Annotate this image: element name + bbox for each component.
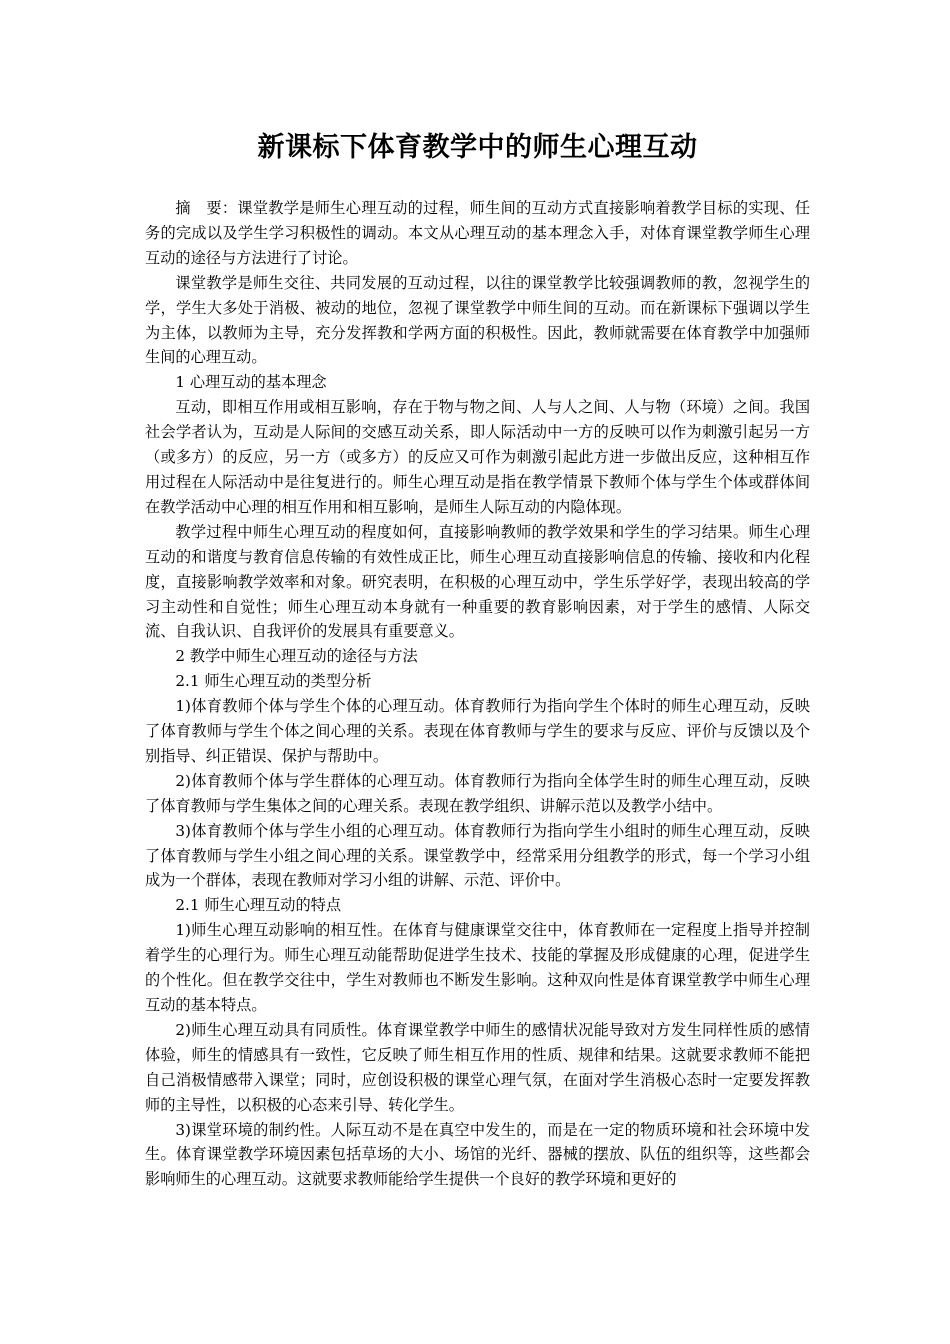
intro-paragraph: 课堂教学是师生交往、共同发展的互动过程，以往的课堂教学比较强调教师的教，忽视学生的学，学生大多处于消极、被动的地位，忽视了课堂教学中师生间的互动。而在新课标下强调以学生为主体，以教师为主导，充分发挥教和学两方面的积极性。因此，教师就需要在体育教学中加强师生间的心理互动。 xyxy=(145,273,810,367)
document-title: 新课标下体育教学中的师生心理互动 xyxy=(257,132,698,163)
body-paragraph: 教学过程中师生心理互动的程度如何，直接影响教师的教学效果和学生的学习结果。师生心理互动的和谐度与教育信息传输的有效性成正比，师生心理互动直接影响信息的传输、接收和内化程度，直接影响教学效率和对象。研究表明，在积极的心理互动中，学生乐学好学，表现出较高的学习主动性和自觉性；师生心理互动本身就有一种重要的教育影响因素，对于学生的感情、人际交流、自我认识、自我评价的发展具有重要意义。 xyxy=(145,522,810,641)
abstract-paragraph: 摘 要：课堂教学是师生心理互动的过程，师生间的互动方式直接影响着教学目标的实现、任务的完成以及学生学习积极性的调动。本文从心理互动的基本理念入手，对体育课堂教学师生心理互动的途径与方法进行了讨论。 xyxy=(145,199,810,267)
body-paragraph: 3)体育教师个体与学生小组的心理互动。体育教师行为指向学生小组时的师生心理互动，反映了体育教师与学生小组之间心理的关系。课堂教学中，经常采用分组教学的形式，每一个学习小组成为一个群体，表现在教师对学习小组的讲解、示范、评价中。 xyxy=(145,821,810,890)
document-body xyxy=(145,196,810,1192)
body-paragraph: 1)体育教师个体与学生个体的心理互动。体育教师行为指向学生个体时的师生心理互动，反映了体育教师与学生个体之间心理的关系。表现在体育教师与学生的要求与反应、评价与反馈以及个别指导、纠正错误、保护与帮助中。 xyxy=(145,697,810,765)
body-paragraph: 互动，即相互作用或相互影响，存在于物与物之间、人与人之间、人与物（环境）之间。我国社会学者认为，互动是人际间的交感互动关系，即人际活动中一方的反映可以作为刺激引起另一方（或多方）的反应，另一方（或多方）的反应又可作为刺激引起此方进一步做出反应，这种相互作用过程在人际活动中是往复进行的。师生心理互动是指在教学情景下教师个体与学生个体或群体间在教学活动中心理的相互作用和相互影响，是师生人际互动的内隐体现。 xyxy=(145,398,810,516)
body-paragraph: 1)师生心理互动影响的相互性。在体育与健康课堂交往中，体育教师在一定程度上指导并控制着学生的心理行为。师生心理互动能帮助促进学生技术、技能的掌握及形成健康的心理，促进学生的个性化。但在教学交往中，学生对教师也不断发生影响。这种双向性是体育课堂教学中师生心理互动的基本特点。 xyxy=(145,921,810,1014)
section-heading-1: 1 心理互动的基本理念 xyxy=(175,373,327,392)
subsection-heading-2-1b: 2.1 师生心理互动的特点 xyxy=(175,896,342,915)
subsection-heading-2-1: 2.1 师生心理互动的类型分析 xyxy=(175,672,372,691)
section-heading-2: 2 教学中师生心理互动的途径与方法 xyxy=(175,647,418,666)
body-paragraph: 2)体育教师个体与学生群体的心理互动。体育教师行为指向全体学生时的师生心理互动，反映了体育教师与学生集体之间的心理关系。表现在教学组织、讲解示范以及教学小结中。 xyxy=(145,771,810,815)
body-paragraph: 2)师生心理互动具有同质性。体育课堂教学中师生的感情状况能导致对方发生同样性质的感情体验，师生的情感具有一致性，它反映了师生相互作用的性质、规律和结果。这就要求教师不能把自己消极情感带入课堂；同时，应创设积极的课堂心理气氛，在面对学生消极心态时一定要发挥教师的主导性，以积极的心态来引导、转化学生。 xyxy=(145,1020,810,1114)
body-paragraph: 3)课堂环境的制约性。人际互动不是在真空中发生的，而是在一定的物质环境和社会环境中发生。体育课堂教学环境因素包括草场的大小、场馆的光纤、器械的摆放、队伍的组织等，这些都会影响师生的心理互动。这就要求教师能给学生提供一个良好的教学环境和更好的 xyxy=(145,1120,810,1189)
